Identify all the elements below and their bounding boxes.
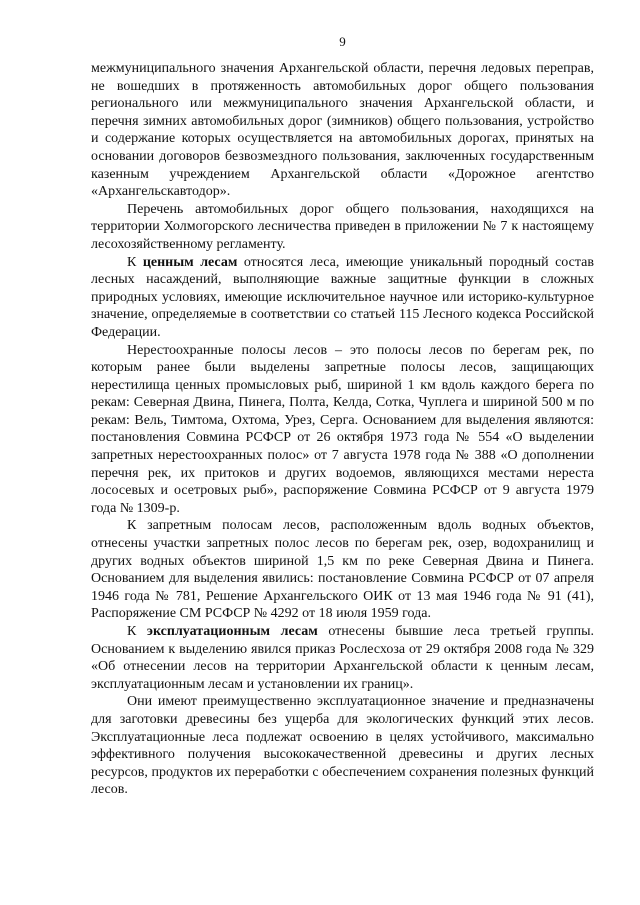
paragraph-roads-list: Перечень автомобильных дорог общего пользования, находящихся на территории Холмогорского лесничества приведен в приложении № 7 к настоящему лесохозяйственному регламенту.	[91, 201, 594, 252]
term-production-forests: эксплуатационным лесам	[146, 624, 318, 639]
paragraph-roads-continued: межмуниципального значения Архангельской области, перечня ледовых переправ, не вошедших в протяженность автомобильных дорог общего пользования регионального или межмуниципального значения Архангельской области, и перечня зимних автомобильных дорог (зимников) общего пользования, устройство и содержание которых осуществляется на автомобильных дорогах, принятых на основании договоров безвозмездного пользования, заключенных государственным казенным учреждением Архангельской области «Дорожное агентство «Архангельскавтодор».	[91, 61, 594, 200]
text-segment: К	[127, 624, 147, 639]
paragraph-production-purpose: Они имеют преимущественно эксплуатационное значение и предназначены для заготовки древесины без ущерба для экологических функций этих лесов. Эксплуатационные леса подлежат освоению в целях устойчивого, максимально эффективного получения высококачественной древесины и других лесных ресурсов, продуктов их переработки с обеспечением сохранения полезных функций лесов.	[91, 694, 594, 798]
paragraph-protected-strips: К запретным полосам лесов, расположенным вдоль водных объектов, отнесены участки запретных полос лесов по берегам рек, озер, водохранилищ и других водных объектов шириной 1,5 км по реке Северная Двина и Пинега. Основанием для выделения явились: постановление Совмина РСФСР от 07 апреля 1946 года № 781, Решение Архангельского ОИК от 13 мая 1946 года № 91 (41), Распоряжение СМ РСФСР № 4292 от 18 июля 1959 года.	[91, 518, 594, 622]
paragraph-spawning-strips: Нерестоохранные полосы лесов – это полосы лесов по берегам рек, по которым ранее были выделены запретные полосы лесов, защищающих нерестилища ценных промысловых рыб, шириной 1 км вдоль каждого берега по рекам: Северная Двина, Пинега, Полта, Келда, Сотка, Чуплега и шириной 500 м по рекам: Вель, Тимтома, Охтома, Урез, Серга. Основанием для выделения являются: постановления Совмина РСФСР от 26 октября 1973 года № 554 «О выделении запретных нерестоохранных полос» от 7 августа 1978 года № 388 «О дополнении перечня рек, их притоков и других водоемов, являющихся местами нереста лососевых и осетровых рыб», распоряжение Совмина РСФСР от 9 августа 1979 года № 1309-р.	[91, 342, 594, 516]
text-segment: относятся леса, имеющие уникальный породный состав лесных насаждений, выполняющие важные защитные функции в сложных природных условиях, имеющие исключительное научное или историко-культурное значение, определяемые в соответствии со статьей 115 Лесного кодекса Российской Федерации.	[91, 254, 594, 340]
paragraph-valuable-forests	[91, 254, 594, 342]
paragraph-production-forests	[91, 623, 594, 693]
page-number: 9	[339, 34, 346, 49]
text-segment: К	[127, 254, 143, 270]
term-valuable-forests: ценным лесам	[142, 254, 238, 270]
text-segment: отнесены бывшие леса третьей группы. Основанием к выделению явился приказ Рослесхоза от 29 октября 2008 года № 329 «Об отнесении лесов на территории Архангельской области к ценным лесам, эксплуатационным лесам и установлении их границ».	[91, 624, 594, 692]
